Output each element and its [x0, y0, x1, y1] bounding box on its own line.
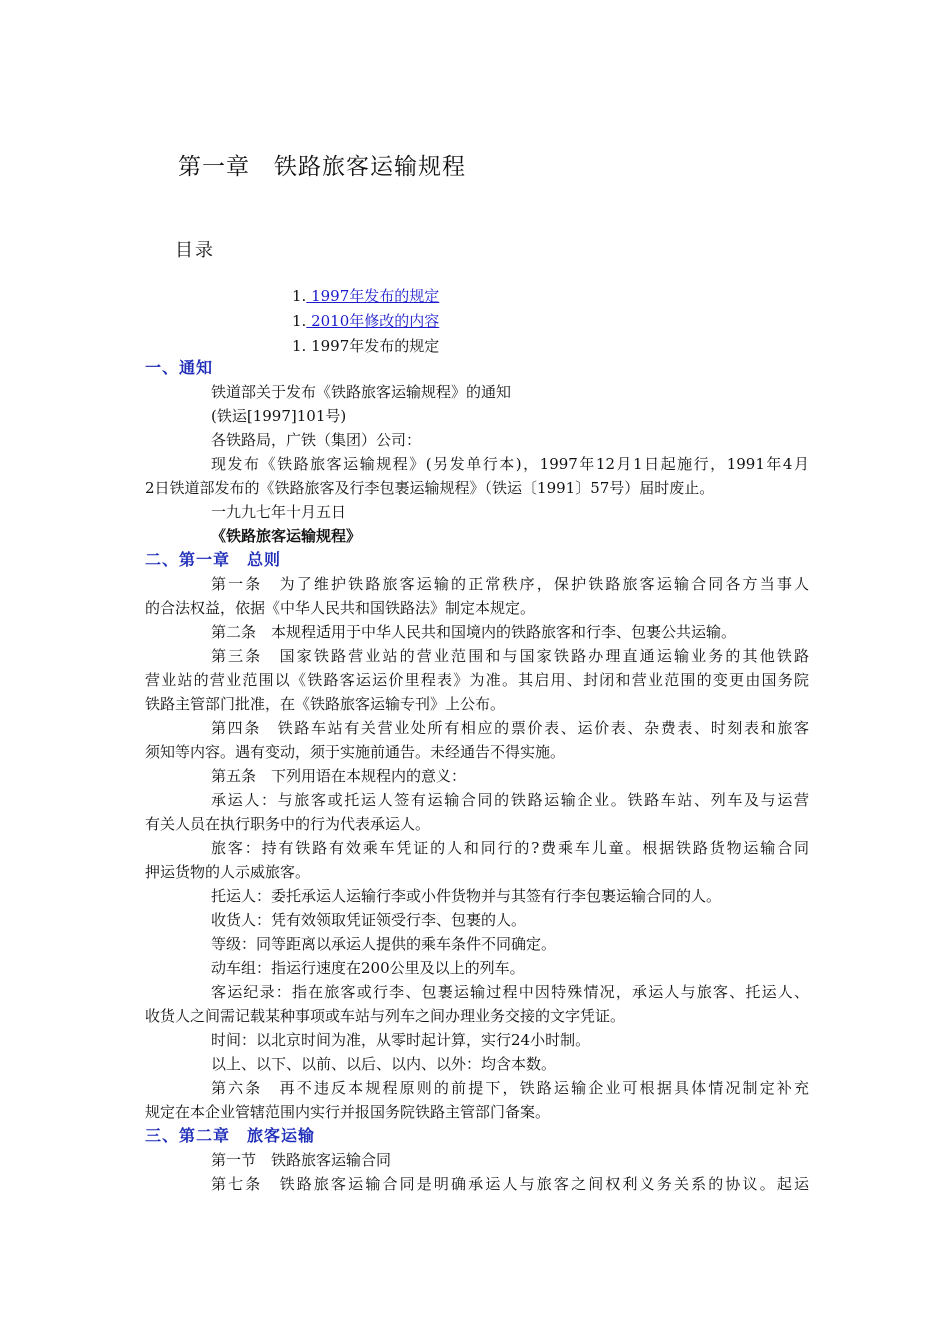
paragraph-line: 须知等内容。遇有变动，须于实施前通告。未经通告不得实施。: [145, 743, 566, 761]
paragraph-line: 现发布《铁路旅客运输规程》(另发单行本)，1997年12月1日起施行，1991年4月: [211, 455, 809, 473]
toc-item[interactable]: [292, 284, 439, 309]
paragraph-line: 动车组：指运行速度在200公里及以上的列车。: [211, 959, 525, 977]
paragraph-line: 第四条 铁路车站有关营业处所有相应的票价表、运价表、杂费表、时刻表和旅客: [211, 719, 809, 737]
paragraph-line: 等级：同等距离以承运人提供的乘车条件不同确定。: [211, 935, 557, 953]
paragraph-line: 第二条 本规程适用于中华人民共和国境内的铁路旅客和行李、包裹公共运输。: [211, 623, 737, 641]
paragraph-line: 第七条 铁路旅客运输合同是明确承运人与旅客之间权利义务关系的协议。起运: [211, 1175, 809, 1193]
paragraph-line: 第一条 为了维护铁路旅客运输的正常秩序，保护铁路旅客运输合同各方当事人: [211, 575, 809, 593]
paragraph-line: 铁道部关于发布《铁路旅客运输规程》的通知: [211, 383, 512, 401]
toc-item[interactable]: [292, 309, 439, 334]
table-of-contents: [292, 284, 439, 359]
paragraph-line: 一九九七年十月五日: [211, 503, 347, 521]
paragraph-line: 规定在本企业管辖范围内实行并报国务院铁路主管部门备案。: [145, 1103, 551, 1121]
toc-item-label: 1997年发布的规定: [306, 337, 440, 355]
paragraph-line: 承运人：与旅客或托运人签有运输合同的铁路运输企业。铁路车站、列车及与运营: [211, 791, 809, 809]
paragraph-line: 各铁路局，广铁（集团）公司：: [211, 431, 422, 449]
section-heading: 一、通知: [145, 358, 214, 377]
toc-heading: 目录: [175, 240, 215, 261]
paragraph-line: 收货人：凭有效领取凭证领受行李、包裹的人。: [211, 911, 527, 929]
toc-item-link[interactable]: 1997年发布的规定: [306, 287, 440, 305]
paragraph-line: 有关人员在执行职务中的行为代表承运人。: [145, 815, 431, 833]
paragraph-line: 旅客：持有铁路有效乘车凭证的人和同行的?费乘车儿童。根据铁路货物运输合同: [211, 839, 809, 857]
paragraph-line: 营业站的营业范围以《铁路客运运价里程表》为准。其启用、封闭和营业范围的变更由国务院: [145, 671, 809, 689]
document-body: [145, 356, 809, 1196]
paragraph-line: 时间：以北京时间为准，从零时起计算，实行24小时制。: [211, 1031, 591, 1049]
paragraph-line: 铁路主管部门批准，在《铁路旅客运输专刊》上公布。: [145, 695, 506, 713]
paragraph-line: 的合法权益，依据《中华人民共和国铁路法》制定本规定。: [145, 599, 536, 617]
paragraph-line: 《铁路旅客运输规程》: [211, 527, 362, 545]
section-heading: 三、第二章 旅客运输: [145, 1126, 316, 1145]
paragraph-line: 2日铁道部发布的《铁路旅客及行李包裹运输规程》（铁运〔1991〕57号）届时废止。: [145, 479, 715, 497]
toc-item-link[interactable]: 2010年修改的内容: [306, 312, 440, 330]
toc-item-number: 1.: [292, 312, 307, 330]
paragraph-line: 第五条 下列用语在本规程内的意义：: [211, 767, 467, 785]
section-heading: 二、第一章 总则: [145, 550, 282, 569]
paragraph-line: 收货人之间需记载某种事项或车站与列车之间办理业务交接的文字凭证。: [145, 1007, 626, 1025]
paragraph-line: 第六条 再不违反本规程原则的前提下，铁路运输企业可根据具体情况制定补充: [211, 1079, 809, 1097]
toc-item-number: 1.: [292, 287, 307, 305]
document-title: 第一章 铁路旅客运输规程: [178, 154, 466, 180]
paragraph-line: 托运人：委托承运人运输行李或小件货物并与其签有行李包裹运输合同的人。: [211, 887, 722, 905]
paragraph-line: 押运货物的人示威旅客。: [145, 863, 311, 881]
paragraph-line: 客运纪录：指在旅客或行李、包裹运输过程中因特殊情况，承运人与旅客、托运人、: [211, 983, 809, 1001]
paragraph-line: 第三条 国家铁路营业站的营业范围和与国家铁路办理直通运输业务的其他铁路: [211, 647, 809, 665]
toc-item-number: 1.: [292, 337, 307, 355]
paragraph-line: (铁运[1997]101号): [211, 407, 347, 425]
paragraph-line: 第一节 铁路旅客运输合同: [211, 1151, 392, 1169]
paragraph-line: 以上、以下、以前、以后、以内、以外：均含本数。: [211, 1055, 557, 1073]
